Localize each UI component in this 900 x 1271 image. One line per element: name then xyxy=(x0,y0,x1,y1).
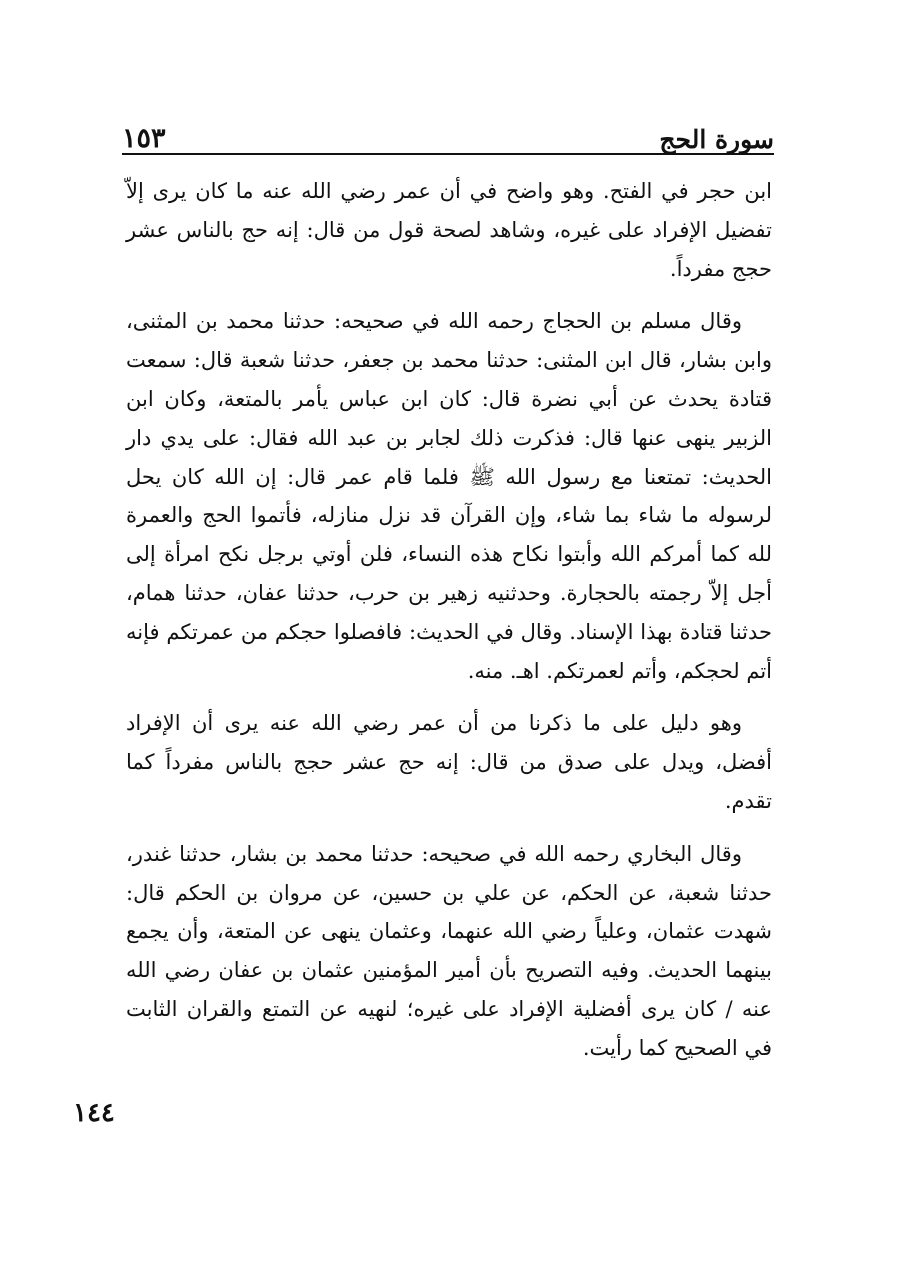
page-number: ١٥٣ xyxy=(122,123,166,154)
header-rule xyxy=(122,153,774,155)
running-title: سورة الحج xyxy=(659,125,774,154)
page-header xyxy=(122,112,774,152)
body-text xyxy=(126,172,772,1082)
paragraph-continuation: ابن حجر في الفتح. وهو واضح في أن عمر رضي الله عنه ما كان يرى إلاّ تفضيل الإفراد على غيره، وشاهد لصحة قول من قال: إنه حج بالناس عشر حجج مفرداً. xyxy=(126,179,772,281)
paragraph-bukhari-hadith: وقال البخاري رحمه الله في صحيحه: حدثنا محمد بن بشار، حدثنا غندر، حدثنا شعبة، عن الحكم، عن علي بن حسين، عن مروان بن الحكم قال: شهدت عثمان، وعلياً رضي الله عنهما، وعثمان ينهى عن المتعة، وأن يجمع بينهما الحديث. وفيه التصريح بأن أمير المؤمنين عثمان بن عفان رضي الله عنه / كان يرى أفضلية الإفراد على غيره؛ لنهيه عن التمتع والقران الثابت في الصحيح كما رأيت. xyxy=(126,841,772,1060)
paragraph-evidence: وهو دليل على ما ذكرنا من أن عمر رضي الله عنه يرى أن الإفراد أفضل، ويدل على صدق من قال: إنه حج عشر حجج بالناس مفرداً كما تقدم. xyxy=(126,711,772,813)
margin-reference-number: ١٤٤ xyxy=(73,1098,115,1128)
paragraph-muslim-hadith: وقال مسلم بن الحجاج رحمه الله في صحيحه: حدثنا محمد بن المثنى، وابن بشار، قال ابن المثنى: حدثنا محمد بن جعفر، حدثنا شعبة قال: سمعت قتادة يحدث عن أبي نضرة قال: كان ابن عباس يأمر بالمتعة، وكان ابن الزبير ينهى عنها قال: فذكرت ذلك لجابر بن عبد الله فقال: على يدي دار الحديث: تمتعنا مع رسول الله ﷺ فلما قام عمر قال: إن الله كان يحل لرسوله ما شاء بما شاء، وإن القرآن قد نزل منازله، فأتموا الحج والعمرة لله كما أمركم الله وأبتوا نكاح هذه النساء، فلن أوتي برجل نكح امرأة إلى أجل إلاّ رجمته بالحجارة. وحدثنيه زهير بن حرب، حدثنا عفان، حدثنا همام، حدثنا قتادة بهذا الإسناد. وقال في الحديث: فافصلوا حجكم من عمرتكم فإنه أتم لحجكم، وأتم لعمرتكم. اهـ. منه. xyxy=(126,309,772,683)
